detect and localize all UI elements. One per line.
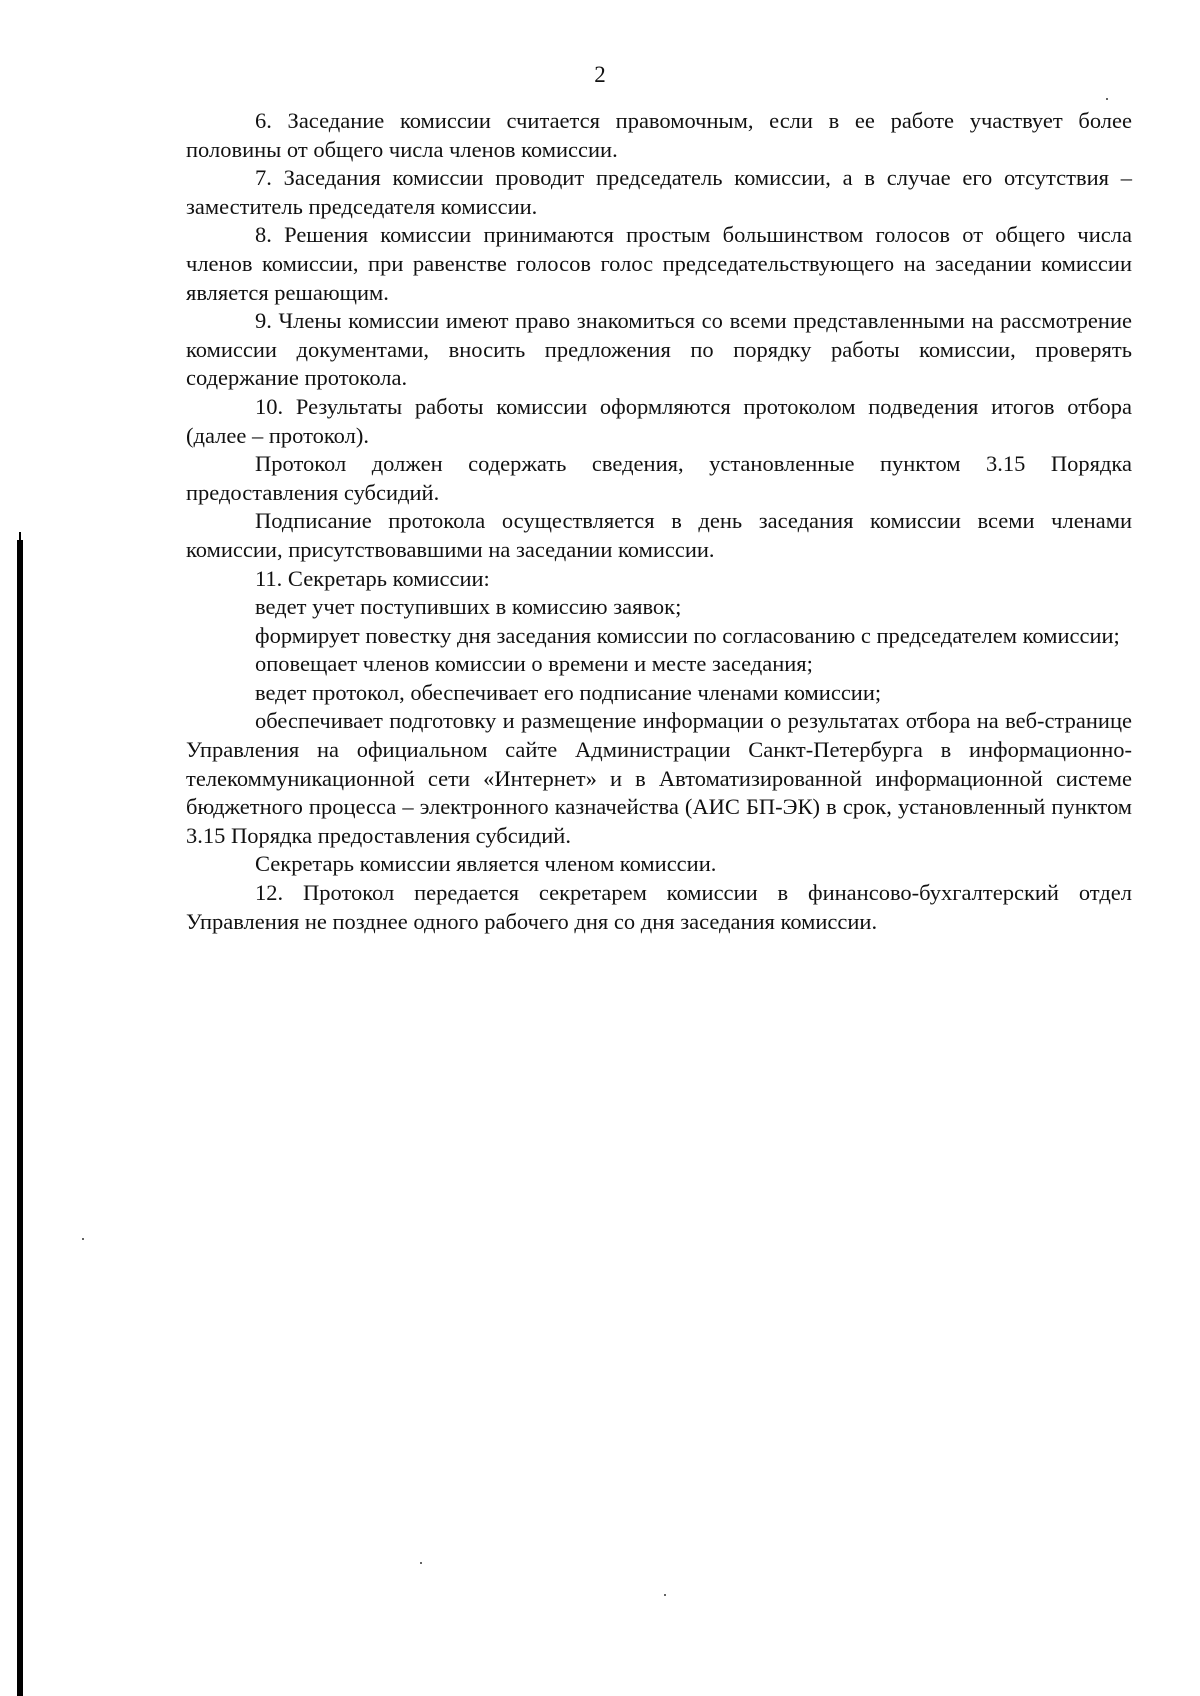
paragraph-item-9: 9. Члены комиссии имеют право знакомиться со всеми представленными на рассмотрение комиссии документами, вносить предложения по порядку работы комиссии, проверять содержание протокола. — [186, 308, 1132, 391]
document-body — [186, 107, 1132, 936]
secretary-duty-applications: ведет учет поступивших в комиссию заявок; — [255, 594, 682, 620]
paragraph-item-11: 11. Секретарь комиссии: — [255, 565, 490, 591]
paragraph-item-6: 6. Заседание комиссии считается правомочным, если в ее работе участвует более половины от общего числа членов комиссии. — [186, 108, 1132, 162]
paragraph-item-8: 8. Решения комиссии принимаются простым большинством голосов от общего числа членов комиссии, при равенстве голосов голос председательствующего на заседании комиссии является решающим. — [186, 222, 1132, 305]
paragraph-item-12: 12. Протокол передается секретарем комиссии в финансово-бухгалтерский отдел Управления не позднее одного рабочего дня со дня заседания комиссии. — [186, 880, 1132, 934]
secretary-duty-protocol: ведет протокол, обеспечивает его подписание членами комиссии; — [255, 679, 882, 705]
scan-speck — [1106, 98, 1108, 100]
paragraph-secretary-member: Секретарь комиссии является членом комиссии. — [255, 851, 717, 877]
secretary-duty-notify: оповещает членов комиссии о времени и месте заседания; — [255, 651, 813, 677]
scan-speck — [82, 1238, 84, 1240]
scan-speck — [664, 1594, 666, 1596]
secretary-duty-agenda: формирует повестку дня заседания комиссии по согласованию с председателем комиссии; — [255, 622, 1120, 648]
paragraph-protocol-signing: Подписание протокола осуществляется в день заседания комиссии всеми членами комиссии, присутствовавшими на заседании комиссии. — [186, 508, 1132, 562]
scan-edge-line — [17, 540, 23, 1696]
scan-speck — [420, 1562, 422, 1564]
paragraph-protocol-content: Протокол должен содержать сведения, установленные пунктом 3.15 Порядка предоставления субсидий. — [186, 451, 1132, 505]
page-number: 2 — [594, 62, 606, 87]
paragraph-item-10: 10. Результаты работы комиссии оформляются протоколом подведения итогов отбора (далее – протокол). — [186, 393, 1132, 448]
paragraph-item-7: 7. Заседания комиссии проводит председатель комиссии, а в случае его отсутствия – заместитель председателя комиссии. — [186, 165, 1132, 219]
secretary-duty-publish: обеспечивает подготовку и размещение информации о результатах отбора на веб-странице Управления на официальном сайте Администрации Санкт-Петербурга в информационно-телекоммуникационной сети «Интернет» и в Автоматизированной информационной системе бюджетного процесса – электронного казначейства (АИС БП-ЭК) в срок, установленный пунктом 3.15 Порядка предоставления субсидий. — [186, 708, 1132, 848]
